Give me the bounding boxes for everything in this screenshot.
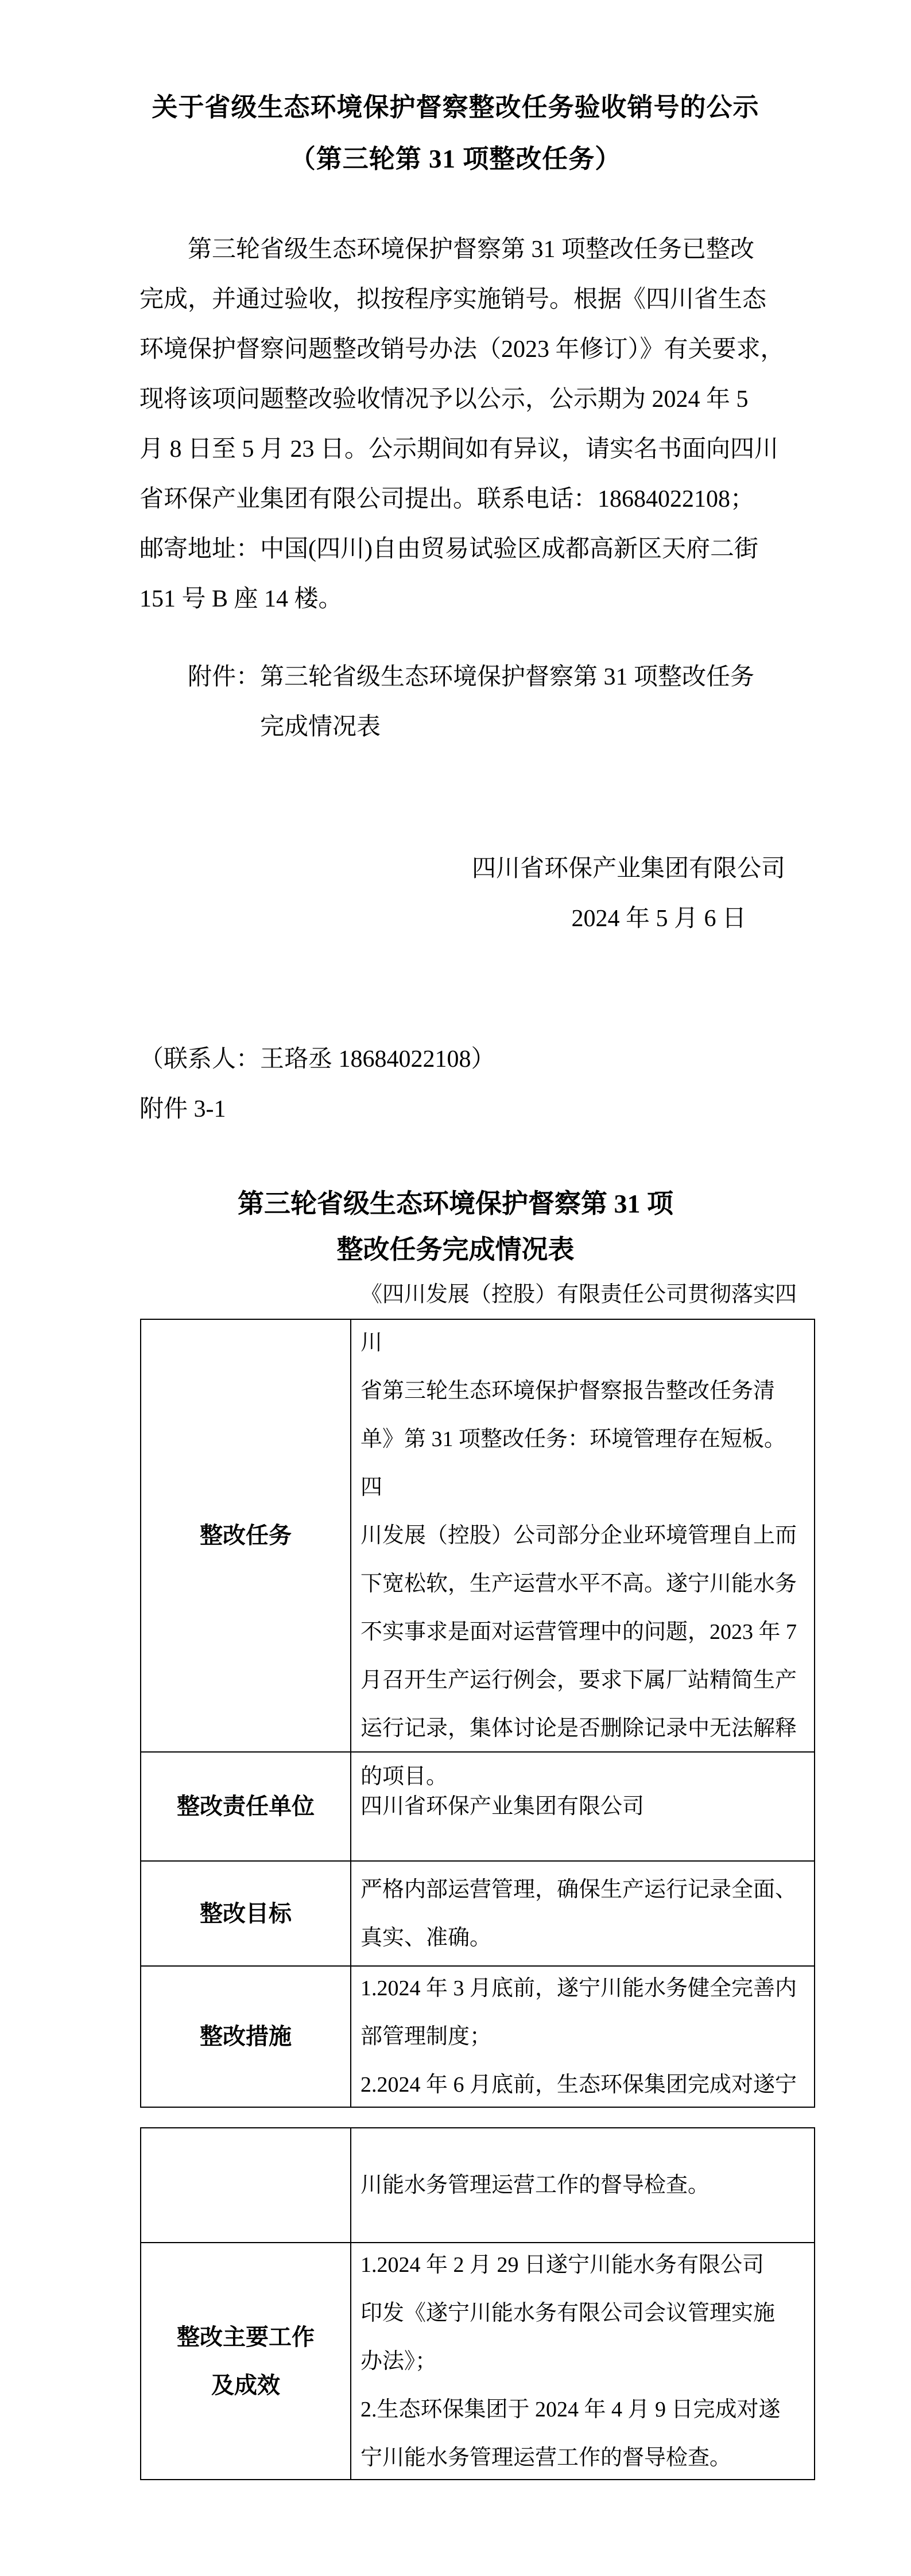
table-title [0,1181,911,1273]
rectification-table-part1 [140,1283,815,2108]
row-content: 《四川发展（控股）有限责任公司贯彻落实四川 省第三轮生态环境保护督察报告整改任务清 单》第 31 项整改任务：环境管理存在短板。四 川发展（控股）公司部分企业环境管理自上而 下宽松软，生产运营水平不高。遂宁川能水务 不实事求是面对运营管理中的问题，2023 年 7 月召开生产运行例会，要求下属厂站精简生产 运行记录，集体讨论是否删除记录中无法解释 的项目。 [360,1283,797,1789]
row-content: 1.2024 年 2 月 29 日遂宁川能水务有限公司 印发《遂宁川能水务有限公司会议管理实施 办法》； 2.生态环保集团于 2024 年 4 月 9 日完成对遂 宁川能水务管理运营工作的督导检查。 [360,2252,781,2470]
row-content: 四川省环保产业集团有限公司 [360,1794,645,1819]
doc-title-line2: （第三轮第 31 项整改任务） [289,145,622,173]
document-title [0,0,911,185]
row-label: 整改主要工作 及成效 [141,2243,351,2479]
table-row-responsible-unit [141,1751,814,1860]
table-title-line2: 整改任务完成情况表 [336,1235,575,1264]
contact-line: （联系人：王珞丞 18684022108） [139,1046,495,1073]
table-row-rectification-measures [141,1965,814,2107]
row-label: 整改目标 [141,1862,351,1965]
appendix-number: 附件 3-1 [139,1096,226,1122]
rectification-table-part2 [140,2127,815,2480]
table-title-line1: 第三轮省级生态环境保护督察第 31 项 [238,1189,673,1218]
row-label: 整改责任单位 [141,1753,351,1860]
row-label: 整改任务 [141,1320,351,1751]
row-label [141,2128,351,2242]
row-label: 整改措施 [141,1967,351,2107]
signature-company: 四川省环保产业集团有限公司 [471,856,785,882]
signature-date: 2024 年 5 月 6 日 [571,906,746,932]
table-row-measures-continued [141,2128,814,2242]
attachment-note [139,652,815,752]
table-row-rectification-task [141,1283,814,1789]
signature-block [0,844,911,944]
row-content: 川能水务管理运营工作的督导检查。 [360,2173,710,2197]
row-content: 严格内部运营管理，确保生产运行记录全面、 真实、准确。 [360,1877,797,1950]
table-row-main-work-results [141,2242,814,2479]
body-paragraph: 第三轮省级生态环境保护督察第 31 项整改任务已整改 完成，并通过验收，拟按程序实施销号。根据《四川省生态 环境保护督察问题整改销号办法（2023 年修订）》有关要求， 现将该项问题整改验收情况予以公示，公示期为 2024 年 5 月 8 日至 5 月 23 日。公示期间如有异议，请实名书面向四川 省环保产业集团有限公司提出。联系电话：18684022108； 邮寄地址：中国(四川)自由贸易试验区成都高新区天府二街 151 号 B 座 14 楼。 [139,236,785,612]
table-row-rectification-goal [141,1860,814,1965]
doc-title-line1: 关于省级生态环境保护督察整改任务验收销号的公示 [152,93,759,122]
row-content: 1.2024 年 3 月底前，遂宁川能水务健全完善内 部管理制度； 2.2024 年 6 月底前，生态环保集团完成对遂宁 [360,1976,797,2097]
attachment-note-line1: 附件：第三轮省级生态环境保护督察第 31 项整改任务 [188,664,755,690]
attachment-note-line2: 完成情况表 [260,714,381,740]
